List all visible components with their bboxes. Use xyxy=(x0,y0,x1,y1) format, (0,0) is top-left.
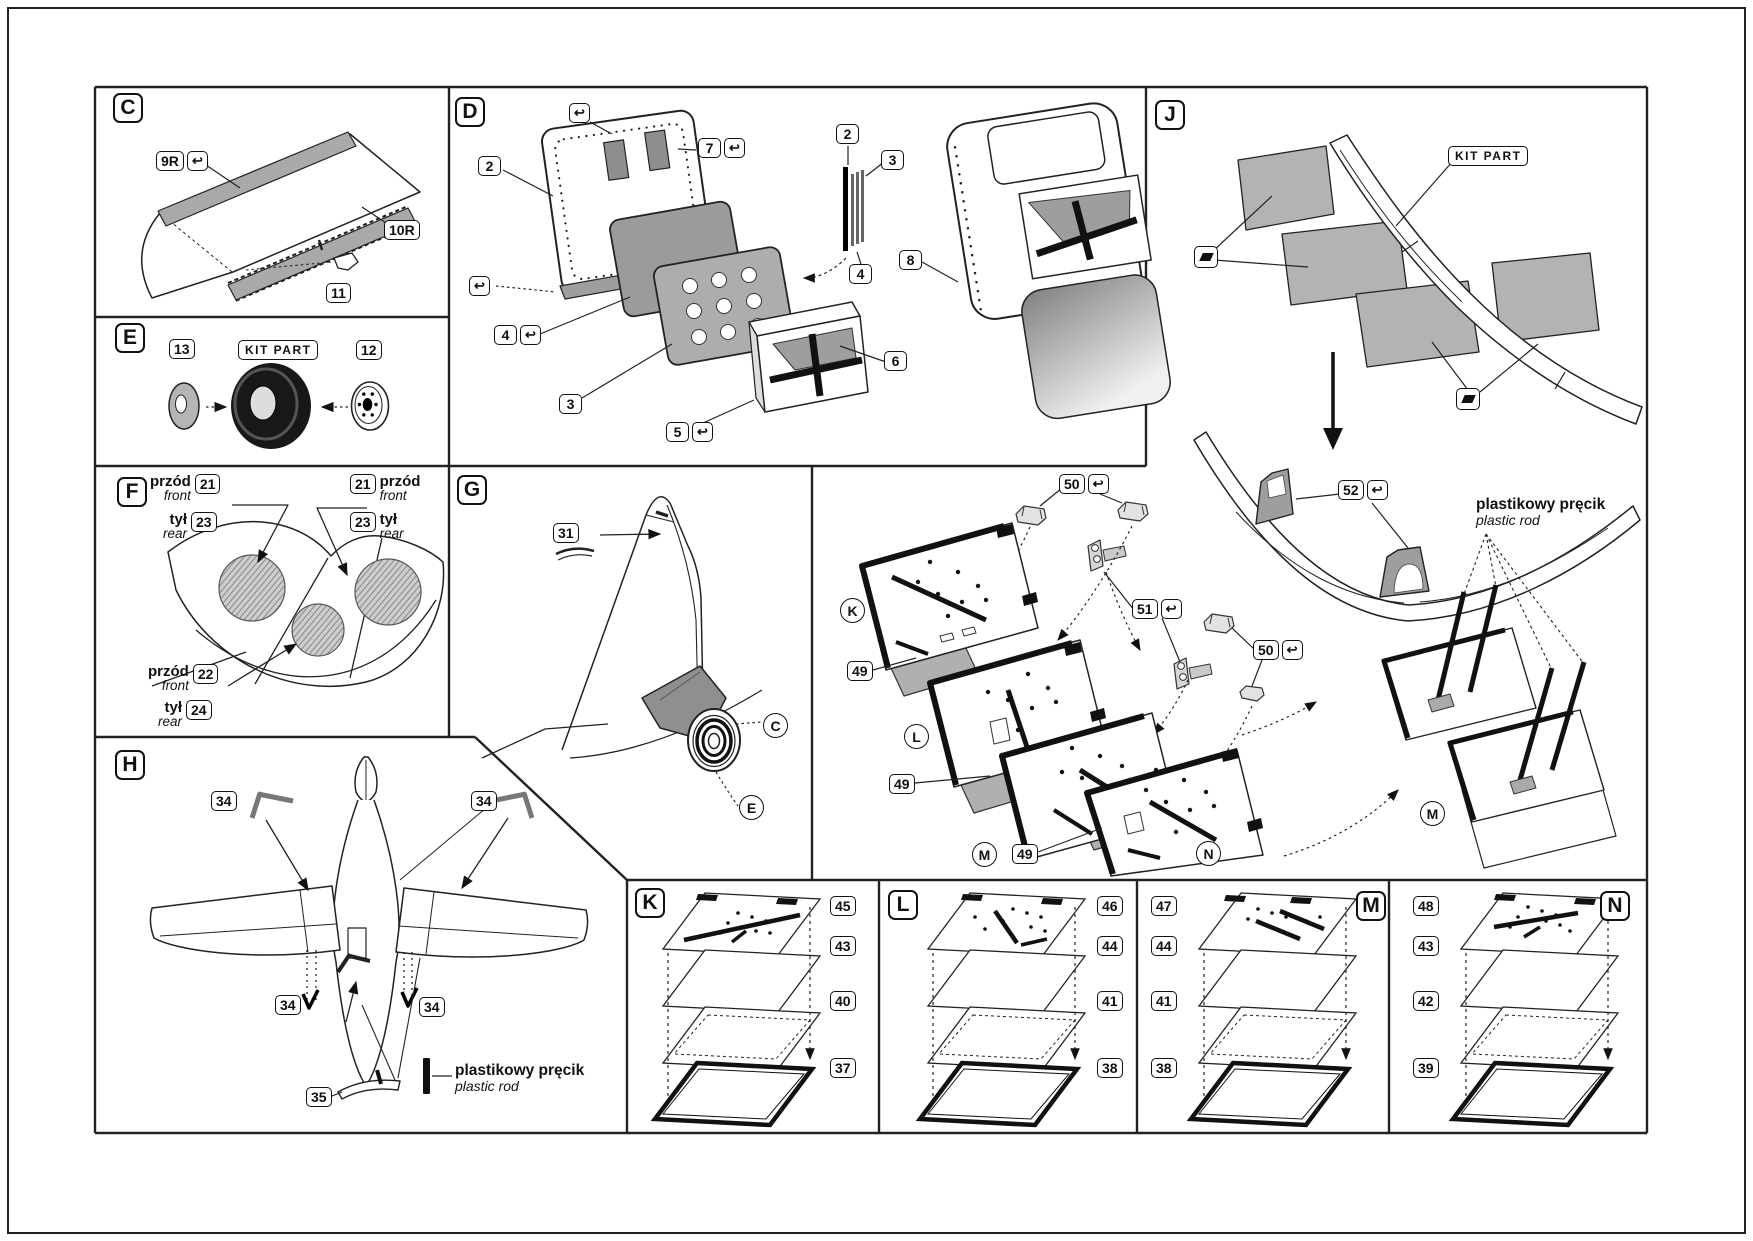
panel-letter-j: J xyxy=(1155,100,1185,130)
part-label-35 xyxy=(306,1087,332,1107)
part-label-34 xyxy=(275,995,301,1015)
callout-en: front xyxy=(379,488,407,504)
part-number: 22 xyxy=(193,664,219,684)
note-en: plastic rod xyxy=(455,1078,519,1095)
part-label-stack-3 xyxy=(881,150,904,170)
flip-only-label xyxy=(469,276,490,296)
part-label-49 xyxy=(847,661,873,681)
part-label-40 xyxy=(830,991,856,1011)
part-number: 4 xyxy=(849,264,872,284)
part-number: 9R xyxy=(156,151,184,171)
part-label-38 xyxy=(1097,1058,1123,1078)
part-number: 38 xyxy=(1151,1058,1177,1078)
ref-circle-n: N xyxy=(1196,841,1221,866)
part-label-38 xyxy=(1151,1058,1177,1078)
part-label-stack-4 xyxy=(849,264,872,284)
part-label-6 xyxy=(884,351,907,371)
part-label-44 xyxy=(1151,936,1177,956)
part-label-31 xyxy=(553,523,579,543)
part-number: 24 xyxy=(186,700,212,720)
part-label-2 xyxy=(478,156,501,176)
resin-part-icon xyxy=(1456,388,1480,410)
part-number: 21 xyxy=(350,474,376,494)
panel-m-stack xyxy=(1191,893,1356,1125)
panel-d-illustration xyxy=(496,98,1173,429)
part-number: 49 xyxy=(889,774,915,794)
part-label-49 xyxy=(1012,844,1038,864)
callout-pl: tył xyxy=(169,511,188,528)
note-en: plastic rod xyxy=(1476,512,1540,529)
part-label-stack-2 xyxy=(836,124,859,144)
part-number: 34 xyxy=(419,997,445,1017)
flip-icon: ↩ xyxy=(1282,640,1303,660)
callout-rear-23 xyxy=(163,512,217,541)
part-label-9r xyxy=(156,151,208,171)
part-number: 11 xyxy=(326,283,351,303)
note-pl: plastikowy pręcik xyxy=(455,1062,585,1079)
part-label-34 xyxy=(211,791,237,811)
callout-front-21 xyxy=(150,474,220,503)
part-label-41 xyxy=(1097,991,1123,1011)
part-number: 35 xyxy=(306,1087,332,1107)
part-number: 3 xyxy=(881,150,904,170)
part-label-47 xyxy=(1151,896,1177,916)
panel-letter-k: K xyxy=(635,888,665,918)
panel-letter-m: M xyxy=(1356,891,1386,921)
part-label-44 xyxy=(1097,936,1123,956)
part-number: 10R xyxy=(384,220,420,240)
flip-icon: ↩ xyxy=(469,276,490,296)
kit-part-label xyxy=(238,340,318,360)
part-number: 48 xyxy=(1413,896,1439,916)
panel-letter-f: F xyxy=(117,477,147,507)
panel-letter-g: G xyxy=(457,475,487,505)
part-number: 43 xyxy=(830,936,856,956)
part-label-11 xyxy=(326,283,351,303)
part-number: 37 xyxy=(830,1058,856,1078)
flip-icon: ↩ xyxy=(1367,480,1388,500)
callout-en: front xyxy=(161,678,189,694)
part-number: 39 xyxy=(1413,1058,1439,1078)
part-number: 40 xyxy=(830,991,856,1011)
part-number: 23 xyxy=(191,512,217,532)
part-number: 4 xyxy=(494,325,517,345)
resin-part-glyph xyxy=(1461,395,1476,403)
flip-icon: ↩ xyxy=(569,103,590,123)
part-label-10r xyxy=(384,220,420,240)
part-number: 50 xyxy=(1253,640,1279,660)
part-label-42 xyxy=(1413,991,1439,1011)
part-label-49 xyxy=(889,774,915,794)
callout-pl: przód xyxy=(148,663,189,680)
part-number: 31 xyxy=(553,523,579,543)
callout-pl: tył xyxy=(164,699,183,716)
kit-part-text: KIT PART xyxy=(1448,146,1528,166)
callout-front-21-right xyxy=(350,474,420,503)
part-label-41 xyxy=(1151,991,1177,1011)
panel-letter-c: C xyxy=(113,93,143,123)
callout-en: rear xyxy=(158,714,183,730)
panel-letter-n: N xyxy=(1600,891,1630,921)
part-number: 41 xyxy=(1097,991,1123,1011)
part-label-46 xyxy=(1097,896,1123,916)
kit-part-text: KIT PART xyxy=(238,340,318,360)
part-number: 12 xyxy=(356,340,382,360)
part-label-13 xyxy=(169,339,195,359)
part-number: 34 xyxy=(211,791,237,811)
part-number: 6 xyxy=(884,351,907,371)
part-label-50 xyxy=(1253,640,1303,660)
panel-letter-e: E xyxy=(115,323,145,353)
part-label-45 xyxy=(830,896,856,916)
resin-part-icon xyxy=(1194,246,1218,268)
resin-part-glyph xyxy=(1199,253,1214,261)
panel-letter-l: L xyxy=(888,890,918,920)
ref-circle-l: L xyxy=(904,724,929,749)
flip-icon: ↩ xyxy=(724,138,745,158)
callout-en: front xyxy=(163,488,191,504)
part-label-51 xyxy=(1132,599,1182,619)
part-number: 41 xyxy=(1151,991,1177,1011)
part-label-8 xyxy=(899,250,922,270)
flip-only-label xyxy=(569,103,590,123)
part-number: 49 xyxy=(847,661,873,681)
part-label-48 xyxy=(1413,896,1439,916)
part-number: 38 xyxy=(1097,1058,1123,1078)
callout-front-22 xyxy=(148,664,218,693)
flip-icon: ↩ xyxy=(1088,474,1109,494)
part-number: 34 xyxy=(275,995,301,1015)
part-number: 34 xyxy=(471,791,497,811)
note-pl: plastikowy pręcik xyxy=(1476,496,1606,513)
part-label-4 xyxy=(494,325,541,345)
part-label-34 xyxy=(471,791,497,811)
plastic-rod-note xyxy=(455,1062,584,1095)
callout-pl: przód xyxy=(150,473,191,490)
panel-e-illustration xyxy=(169,363,389,449)
part-number: 47 xyxy=(1151,896,1177,916)
callout-pl: przód xyxy=(379,473,421,490)
part-number: 23 xyxy=(350,512,376,532)
part-number: 2 xyxy=(836,124,859,144)
part-number: 46 xyxy=(1097,896,1123,916)
part-label-52 xyxy=(1338,480,1388,500)
part-label-5 xyxy=(666,422,713,442)
part-label-34 xyxy=(419,997,445,1017)
flip-icon: ↩ xyxy=(1161,599,1182,619)
part-label-39 xyxy=(1413,1058,1439,1078)
part-number: 50 xyxy=(1059,474,1085,494)
part-number: 49 xyxy=(1012,844,1038,864)
ref-circle-m: M xyxy=(972,842,997,867)
part-number: 43 xyxy=(1413,936,1439,956)
part-label-3 xyxy=(559,394,582,414)
plastic-rod-note xyxy=(1476,496,1605,529)
panel-letter-h: H xyxy=(115,750,145,780)
part-number: 52 xyxy=(1338,480,1364,500)
callout-en: rear xyxy=(163,526,188,542)
part-number: 44 xyxy=(1151,936,1177,956)
part-label-43 xyxy=(830,936,856,956)
panel-l-stack xyxy=(920,893,1085,1125)
flip-icon: ↩ xyxy=(692,422,713,442)
callout-rear-23-right xyxy=(350,512,404,541)
ref-circle-e: E xyxy=(739,795,764,820)
part-number: 2 xyxy=(478,156,501,176)
flip-icon: ↩ xyxy=(520,325,541,345)
part-label-43 xyxy=(1413,936,1439,956)
part-number: 3 xyxy=(559,394,582,414)
ref-circle-c: C xyxy=(763,713,788,738)
kit-part-label xyxy=(1448,146,1528,166)
part-number: 45 xyxy=(830,896,856,916)
part-number: 42 xyxy=(1413,991,1439,1011)
callout-rear-24 xyxy=(158,700,212,729)
panel-g-illustration xyxy=(482,497,762,806)
callout-en: rear xyxy=(379,526,404,542)
part-number: 7 xyxy=(698,138,721,158)
part-label-12 xyxy=(356,340,382,360)
part-number: 5 xyxy=(666,422,689,442)
flip-icon: ↩ xyxy=(187,151,208,171)
part-label-50 xyxy=(1059,474,1109,494)
part-number: 8 xyxy=(899,250,922,270)
ref-circle-m: M xyxy=(1420,801,1445,826)
part-number: 44 xyxy=(1097,936,1123,956)
part-number: 21 xyxy=(195,474,221,494)
panel-letter-d: D xyxy=(455,97,485,127)
part-label-7 xyxy=(698,138,745,158)
callout-pl: tył xyxy=(379,511,398,528)
panel-j-wing-illustration xyxy=(1212,135,1642,450)
part-label-37 xyxy=(830,1058,856,1078)
ref-circle-k: K xyxy=(840,598,865,623)
part-number: 13 xyxy=(169,339,195,359)
panel-n-stack xyxy=(1453,893,1618,1125)
panel-k-stack xyxy=(655,893,820,1125)
part-number: 51 xyxy=(1132,599,1158,619)
